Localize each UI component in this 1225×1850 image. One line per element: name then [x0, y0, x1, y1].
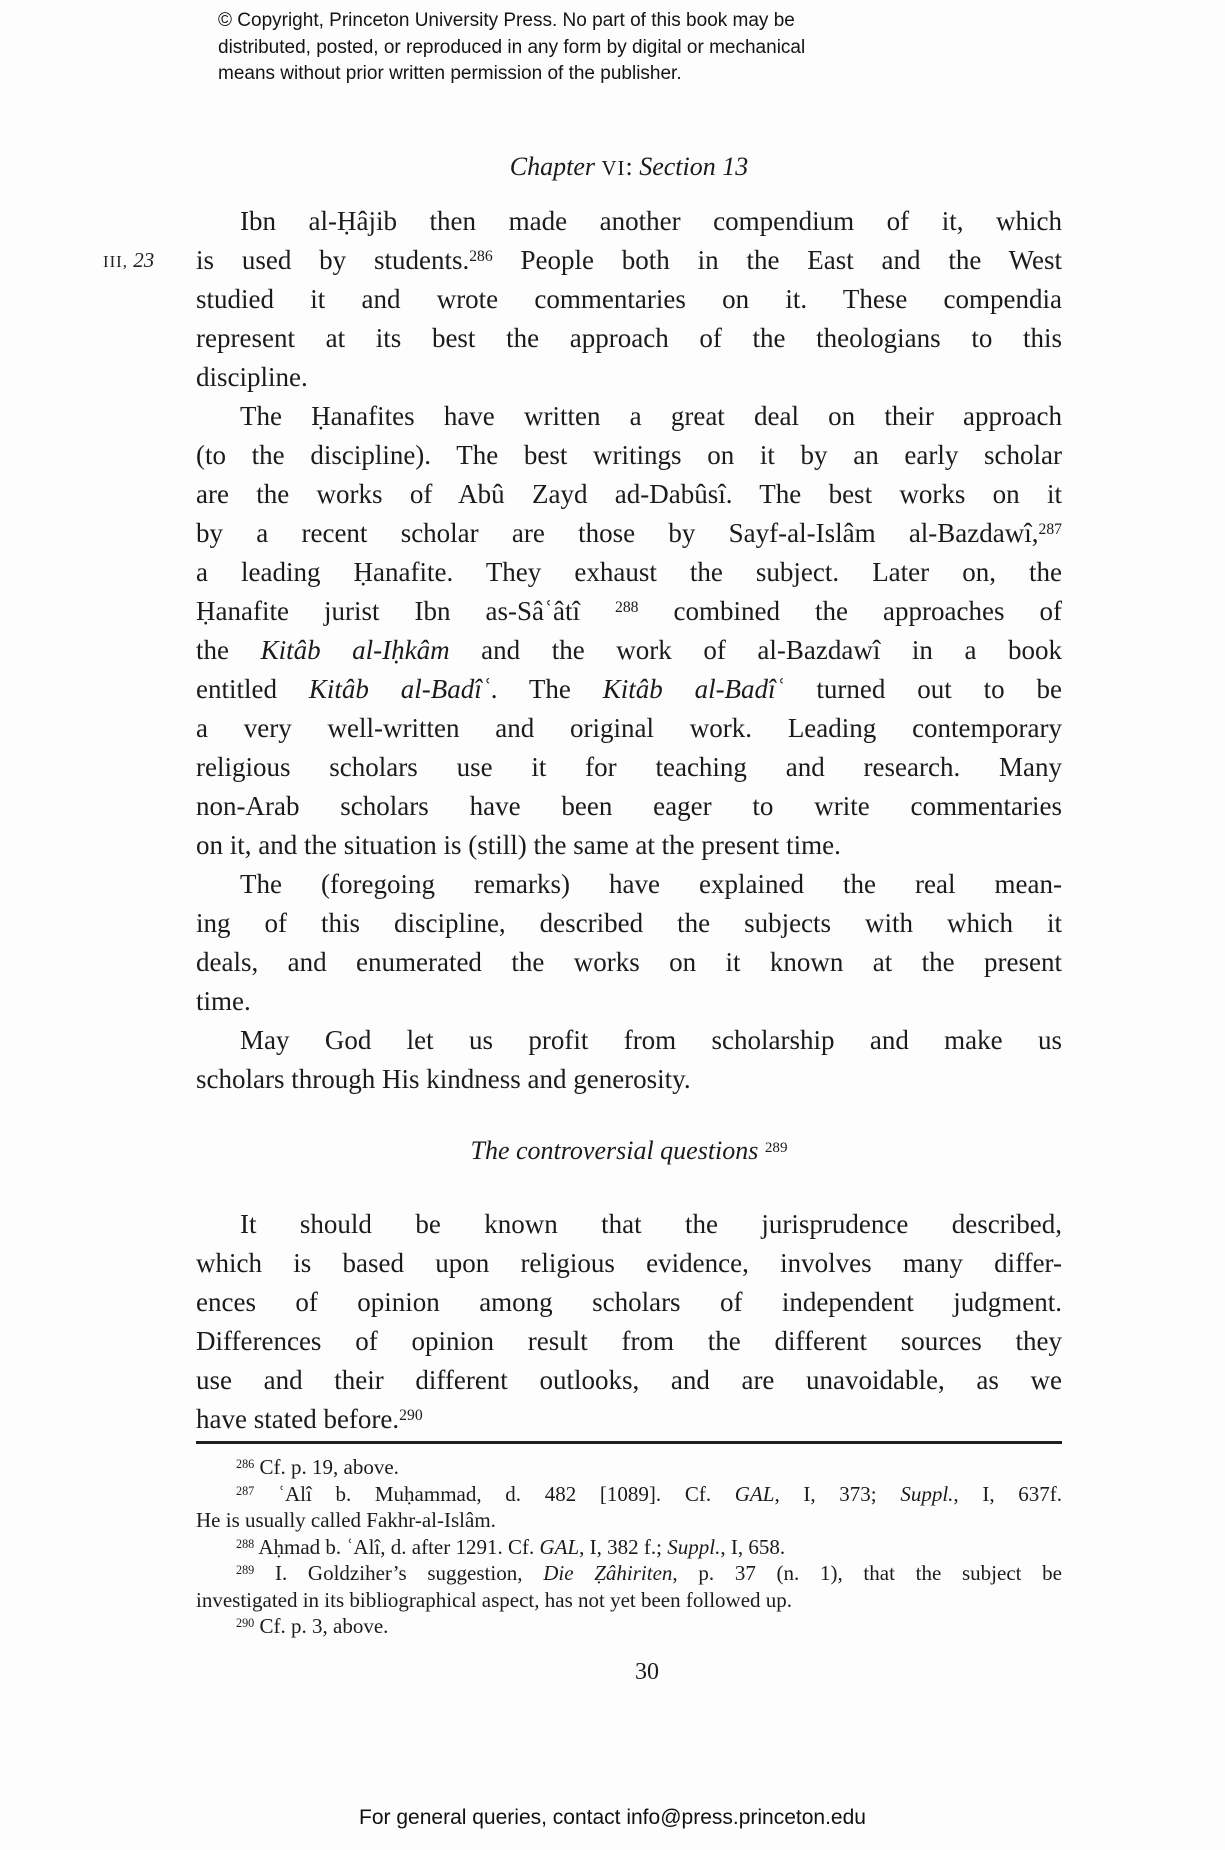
text-line	[196, 1454, 1062, 1481]
text-line	[196, 865, 1062, 904]
text-line	[196, 202, 1062, 241]
paragraph	[196, 1205, 1062, 1439]
text-line	[196, 1283, 1062, 1322]
text-segment: 23	[127, 248, 155, 272]
text-segment: Aḥmad b. ʿAlî, d. after 1291. Cf.	[254, 1534, 540, 1559]
body-text-controversial-questions	[196, 1205, 1062, 1439]
text-line	[196, 1322, 1062, 1361]
text-segment: investigated in its bibliographical aspect, has not yet been followed up.	[196, 1587, 793, 1612]
text-segment: Kitâb al-Iḥkâm	[260, 635, 450, 665]
text-segment: is used by students.	[196, 245, 470, 275]
text-segment: scholars through His kindness and generosity.	[196, 1064, 691, 1094]
text-segment: , I, 382 f.;	[579, 1534, 668, 1559]
text-segment: Cf. p. 3, above.	[254, 1614, 389, 1638]
text-line	[196, 436, 1062, 475]
text-line	[196, 592, 1062, 631]
text-segment: Kitâb al-Badîʿ	[308, 674, 491, 704]
text-line	[196, 1534, 1062, 1561]
text-segment: III,	[103, 252, 128, 271]
text-segment: (to the discipline). The best writings on it by an early scholar	[196, 440, 1062, 470]
text-segment: 288	[236, 1536, 255, 1551]
text-segment: The (foregoing remarks) have explained the real mean-	[240, 869, 1062, 899]
text-segment: Suppl.	[667, 1534, 721, 1559]
text-segment: ing of this discipline, described the subjects with which it	[196, 908, 1062, 938]
text-segment: , I, 373;	[774, 1481, 901, 1506]
chapter-heading	[196, 152, 1062, 184]
text-line	[196, 943, 1062, 982]
text-segment: , p. 37 (n. 1), that the subject be	[672, 1561, 1063, 1585]
text-line	[196, 748, 1062, 787]
text-segment: by a recent scholar are those by Sayf-al-Islâm al-Bazdawî,	[196, 518, 1039, 548]
text-segment: People both in the East and the West	[492, 245, 1062, 275]
section-heading	[196, 1132, 1062, 1170]
text-segment: Ibn al-Ḥâjib then made another compendium of it, which	[240, 206, 1062, 236]
text-line	[196, 1400, 1062, 1439]
text-segment: The controversial questions	[470, 1136, 765, 1165]
text-line	[196, 152, 1062, 184]
text-segment: Kitâb al-Badîʿ	[602, 674, 785, 704]
text-segment: , I, 658.	[720, 1534, 786, 1559]
text-segment: are the works of Abû Zayd ad-Dabûsî. The best works on it	[196, 479, 1062, 509]
text-segment: studied it and wrote commentaries on it. These compendia	[196, 284, 1062, 314]
text-segment: turned out to be	[784, 674, 1062, 704]
text-line	[196, 982, 1062, 1021]
paragraph	[196, 1021, 1062, 1099]
text-segment: a very well-written and original work. Leading contemporary	[196, 713, 1062, 743]
text-segment: May God let us profit from scholarship and make us	[240, 1025, 1062, 1055]
text-line	[196, 826, 1062, 865]
copyright-notice	[218, 8, 878, 88]
text-segment: :	[625, 152, 640, 181]
text-line	[196, 1021, 1062, 1060]
text-line	[196, 1205, 1062, 1244]
footnotes-block	[196, 1454, 1062, 1640]
paragraph	[196, 202, 1062, 397]
text-segment: non-Arab scholars have been eager to write commentaries	[196, 791, 1062, 821]
text-segment: a leading Ḥanafite. They exhaust the subject. Later on, the	[196, 557, 1062, 587]
text-line	[196, 709, 1062, 748]
text-line	[196, 1560, 1062, 1587]
text-segment: 290	[236, 1616, 255, 1631]
text-segment: and the work of al-Bazdawî in a book	[449, 635, 1062, 665]
page-number: 30	[635, 1659, 659, 1685]
footer-contact: For general queries, contact info@press.princeton.edu	[359, 1806, 866, 1829]
text-line	[196, 631, 1062, 670]
text-segment: which is based upon religious evidence, involves many differ-	[196, 1248, 1062, 1278]
text-segment: discipline.	[196, 362, 308, 392]
text-segment: ʿAlî b. Muḥammad, d. 482 [1089]. Cf.	[254, 1481, 735, 1506]
text-segment: Section 13	[639, 152, 749, 181]
text-segment: 290	[399, 1407, 423, 1425]
text-line	[196, 1132, 1062, 1170]
text-line	[196, 1244, 1062, 1283]
text-segment: I. Goldziher’s suggestion,	[254, 1561, 544, 1585]
text-segment: Die Ẓâhiriten	[543, 1561, 673, 1585]
text-line	[196, 1481, 1062, 1508]
text-segment: The Ḥanafites have written a great deal on their approach	[240, 401, 1062, 431]
text-segment: on it, and the situation is (still) the same at the present time.	[196, 830, 841, 860]
text-segment: 289	[236, 1563, 255, 1578]
text-segment: represent at its best the approach of the theologians to this	[196, 323, 1062, 353]
text-segment: , I, 637f.	[953, 1481, 1063, 1506]
text-segment: combined the approaches of	[638, 596, 1062, 626]
text-line	[196, 475, 1062, 514]
text-line: © Copyright, Princeton University Press. No part of this book may be	[218, 10, 795, 31]
text-segment: entitled	[196, 674, 309, 704]
text-segment: 287	[1038, 521, 1062, 539]
paragraph	[196, 397, 1062, 865]
text-segment: GAL	[734, 1481, 775, 1506]
text-segment: 288	[615, 599, 639, 617]
text-line: distributed, posted, or reproduced in any form by digital or mechanical	[218, 36, 806, 58]
text-segment: ences of opinion among scholars of independent judgment.	[196, 1287, 1062, 1317]
footnote-divider	[196, 1441, 1062, 1444]
text-segment: Chapter	[509, 152, 602, 181]
text-segment: GAL	[539, 1534, 580, 1559]
margin-note	[103, 247, 193, 275]
text-segment: the	[196, 635, 261, 665]
text-line	[196, 397, 1062, 436]
text-segment: deals, and enumerated the works on it known at the present	[196, 947, 1062, 977]
text-line	[196, 1361, 1062, 1400]
text-line	[196, 280, 1062, 319]
text-segment: . The	[490, 674, 603, 704]
text-line	[196, 670, 1062, 709]
text-line	[196, 1587, 1062, 1614]
text-segment: 286	[236, 1457, 255, 1472]
text-line	[103, 247, 193, 275]
text-line	[196, 1613, 1062, 1640]
text-segment: Cf. p. 19, above.	[254, 1455, 399, 1479]
text-segment: time.	[196, 986, 251, 1016]
text-line	[196, 1507, 1062, 1534]
text-segment: 286	[469, 248, 493, 266]
text-line: means without prior written permission of the publisher.	[218, 63, 682, 84]
text-segment: Differences of opinion result from the different sources they	[196, 1326, 1062, 1356]
text-segment: Ḥanafite jurist Ibn as-Sâʿâtî	[196, 596, 616, 626]
text-segment: use and their different outlooks, and are unavoidable, as we	[196, 1365, 1062, 1395]
text-line	[196, 514, 1062, 553]
body-text-main	[196, 202, 1062, 1099]
text-segment: religious scholars use it for teaching and research. Many	[196, 752, 1062, 782]
text-segment: He is usually called Fakhr-al-Islâm.	[196, 1508, 496, 1532]
text-line	[196, 1060, 1062, 1099]
text-segment: It should be known that the jurisprudence described,	[240, 1209, 1062, 1239]
text-line	[196, 241, 1062, 280]
text-line	[196, 787, 1062, 826]
text-segment: 287	[236, 1483, 255, 1498]
text-line	[196, 319, 1062, 358]
paragraph	[196, 865, 1062, 1021]
text-segment: Suppl.	[900, 1481, 954, 1506]
text-line	[196, 904, 1062, 943]
text-segment: VI	[601, 157, 626, 180]
text-segment: 289	[764, 1139, 788, 1156]
text-line	[196, 553, 1062, 592]
text-line	[196, 358, 1062, 397]
text-segment: have stated before.	[196, 1404, 400, 1434]
